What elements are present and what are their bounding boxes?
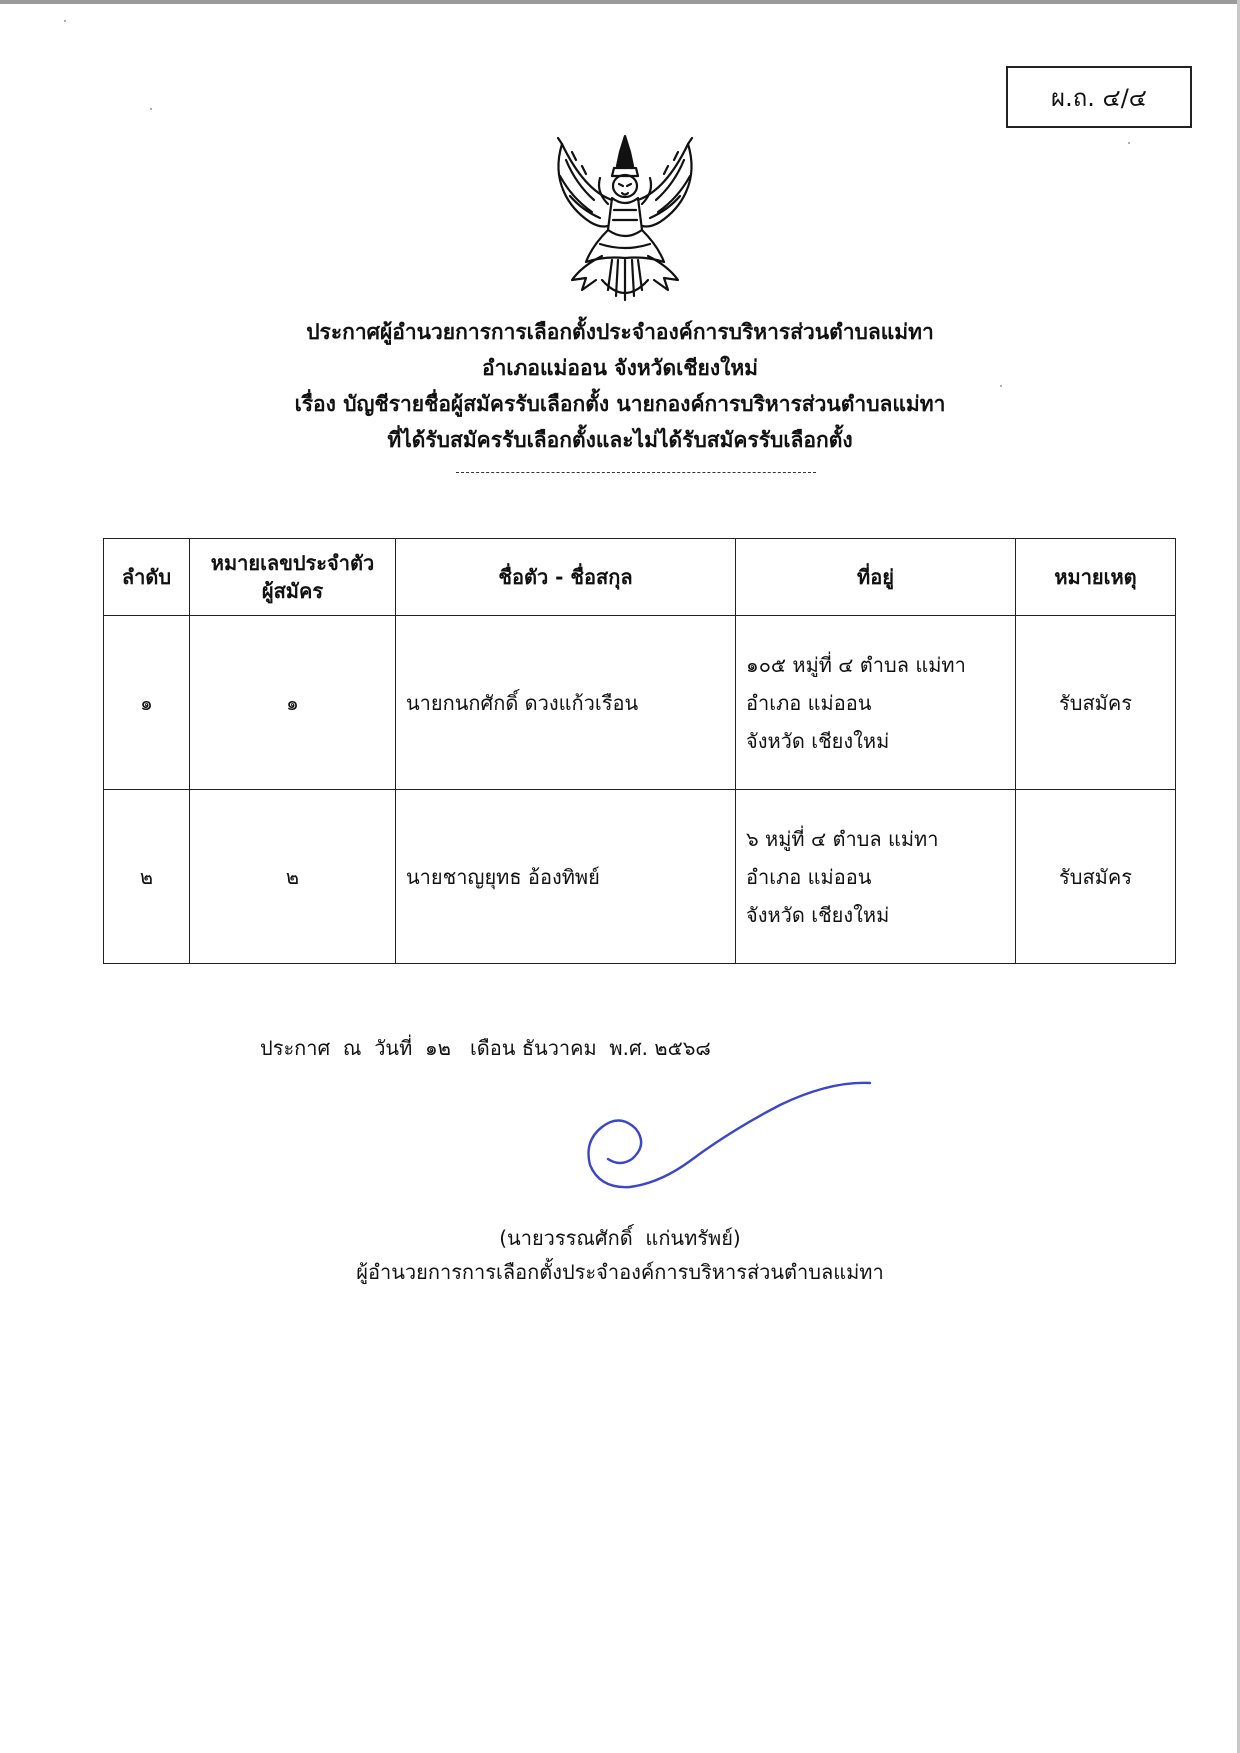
cell-remark: รับสมัคร	[1016, 616, 1176, 790]
cell-candidate-no: ๑	[190, 616, 396, 790]
signature-mark	[580, 1075, 880, 1200]
scan-speck	[1128, 142, 1130, 144]
header-remark: หมายเหตุ	[1016, 539, 1176, 616]
address-line: จังหวัด เชียงใหม่	[746, 902, 890, 927]
table-row	[104, 616, 1176, 790]
title-line-1: ประกาศผู้อำนวยการการเลือกตั้งประจำองค์การบริหารส่วนตำบลแม่ทา	[306, 320, 934, 344]
scan-edge-top	[0, 0, 1240, 4]
form-code: ผ.ถ. ๔/๔	[1051, 83, 1147, 112]
title-line-3: เรื่อง บัญชีรายชื่อผู้สมัครรับเลือกตั้ง นายกองค์การบริหารส่วนตำบลแม่ทา	[294, 392, 946, 416]
title-line-2: อำเภอแม่ออน จังหวัดเชียงใหม่	[481, 356, 759, 380]
garuda-emblem-icon	[542, 130, 708, 310]
scan-speck	[64, 20, 66, 22]
header-candidate-no: หมายเลขประจำตัว ผู้สมัคร	[190, 539, 396, 616]
header-address: ที่อยู่	[736, 539, 1016, 616]
title-line-4: ที่ได้รับสมัครรับเลือกตั้งและไม่ได้รับสมัครรับเลือกตั้ง	[387, 428, 853, 452]
cell-candidate-no: ๒	[190, 790, 396, 964]
cell-order: ๑	[104, 616, 190, 790]
cell-name: นายชาญยุทธ อ้องทิพย์	[396, 790, 736, 964]
title-divider	[456, 472, 816, 473]
cell-order: ๒	[104, 790, 190, 964]
scan-speck	[150, 108, 152, 110]
candidate-table	[103, 538, 1176, 964]
cell-remark: รับสมัคร	[1016, 790, 1176, 964]
cell-address	[736, 616, 1016, 790]
signer-position: ผู้อำนวยการการเลือกตั้งประจำองค์การบริหารส่วนตำบลแม่ทา	[356, 1260, 884, 1284]
table-row	[104, 790, 1176, 964]
header-name: ชื่อตัว - ชื่อสกุล	[396, 539, 736, 616]
address-line: จังหวัด เชียงใหม่	[746, 728, 890, 753]
cell-name: นายกนกศักดิ์ ดวงแก้วเรือน	[396, 616, 736, 790]
address-line: ๑๐๕ หมู่ที่ ๔ ตำบล แม่ทา	[746, 652, 966, 677]
header-order: ลำดับ	[104, 539, 190, 616]
announcement-title	[0, 314, 1240, 458]
address-line: อำเภอ แม่ออน	[746, 690, 872, 715]
signer-name: (นายวรรณศักดิ์ แก่นทรัพย์)	[499, 1226, 741, 1250]
table-header-row	[104, 539, 1176, 616]
address-line: ๖ หมู่ที่ ๔ ตำบล แม่ทา	[746, 826, 939, 851]
cell-address	[736, 790, 1016, 964]
announcement-date: ประกาศ ณ วันที่ ๑๒ เดือน ธันวาคม พ.ศ. ๒๕๖๘	[260, 1036, 711, 1060]
address-line: อำเภอ แม่ออน	[746, 864, 872, 889]
form-code-box	[1006, 66, 1192, 128]
